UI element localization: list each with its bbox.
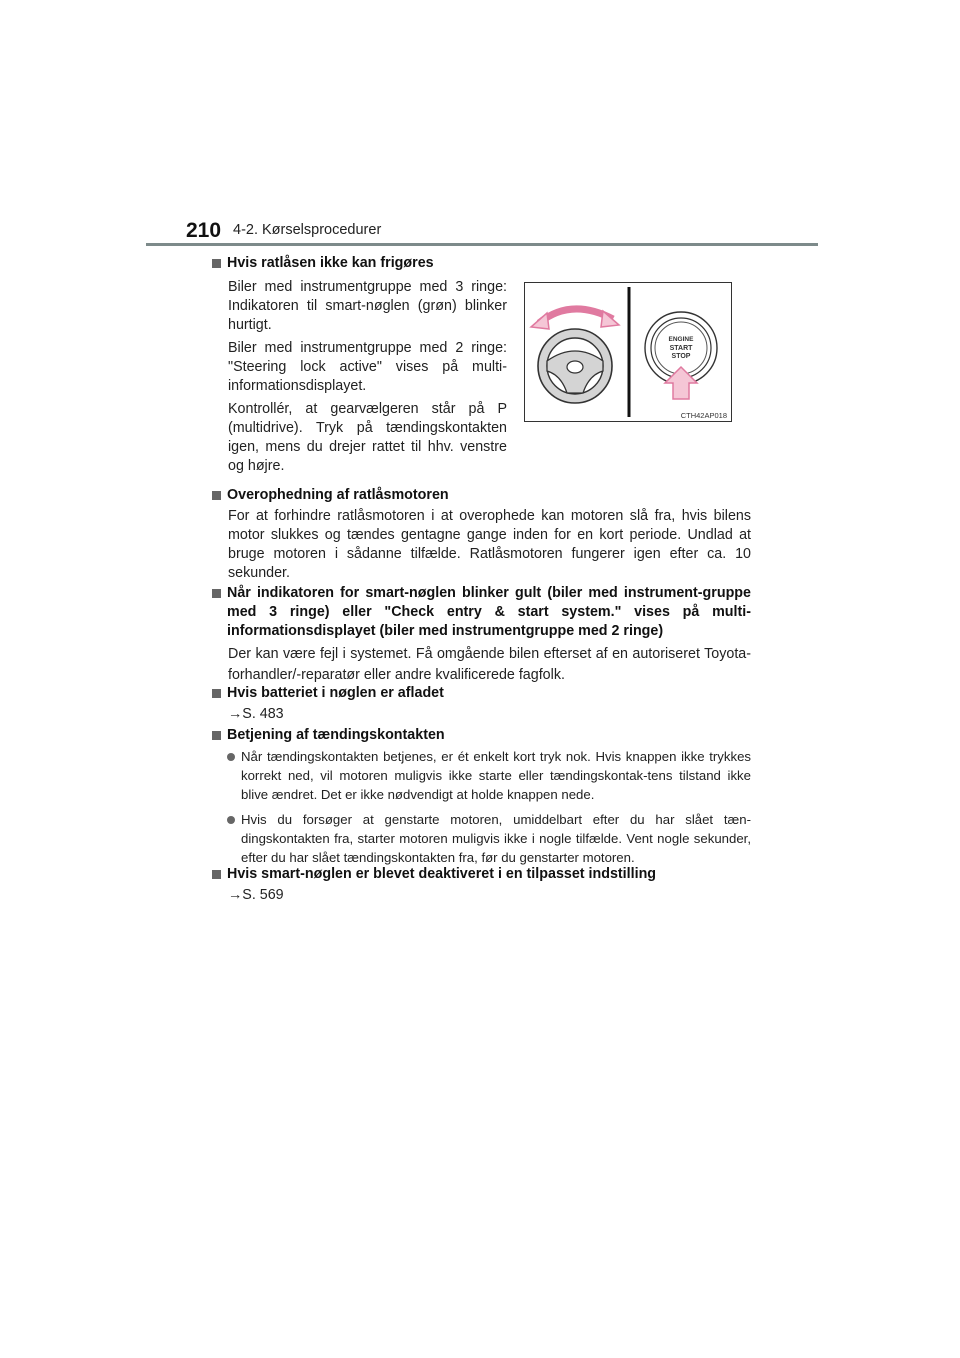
button-text: STOP	[671, 353, 691, 360]
paragraph: For at forhindre ratlåsmotoren i at overophede kan motoren slå fra, hvis bilens motor slukkes og tændes gentagne gange inden for en kort periode. Undlad at bruge motoren i sådanne tilfælde. Ratlåsmotoren fungerer igen efter ca. 10 sekunder.	[228, 508, 751, 581]
steering-figure	[524, 282, 732, 422]
bullet-text: Hvis du forsøger at genstarte motoren, umiddelbart efter du har slået tæn-dingskontakten fra, starter motoren muligvis ikke i nogle tilfælde. Vent nogle sekunder, efter du har slået tændingskontakten fra, før du genstarter motoren.	[241, 812, 751, 865]
dot-bullet-icon	[227, 816, 235, 824]
steering-wheel-illustration	[525, 283, 731, 421]
section-steering-lock	[211, 254, 751, 273]
section-overheating	[211, 486, 751, 583]
section-heading: Overophedning af ratlåsmotoren	[227, 487, 449, 503]
square-bullet-icon	[212, 870, 221, 879]
page-reference[interactable]: →S. 569	[228, 887, 284, 903]
section-indicator	[211, 584, 751, 686]
page-number: 210	[186, 219, 222, 242]
section-operation	[211, 726, 751, 867]
square-bullet-icon	[212, 589, 221, 598]
steering-lock-body	[211, 278, 507, 480]
paragraph: Biler med instrumentgruppe med 2 ringe: "Steering lock active" vises på multi-informationsdisplayet.	[228, 340, 507, 394]
list-item	[227, 747, 751, 804]
dot-bullet-icon	[227, 753, 235, 761]
paragraph: Der kan være fejl i systemet. Få omgående bilen efterset af en autoriseret Toyota-forhandler/-reparatør eller andre kvalificerede fagfolk.	[228, 646, 751, 683]
figure-code: CTH42AP018	[680, 411, 727, 420]
square-bullet-icon	[212, 491, 221, 500]
square-bullet-icon	[212, 259, 221, 268]
section-heading: Hvis ratlåsen ikke kan frigøres	[227, 255, 434, 271]
square-bullet-icon	[212, 731, 221, 740]
section-heading: Hvis smart-nøglen er blevet deaktiveret i en tilpasset indstilling	[227, 866, 657, 882]
square-bullet-icon	[212, 689, 221, 698]
header-rule	[146, 243, 818, 246]
paragraph: Kontrollér, at gearvælgeren står på P (multidrive). Tryk på tændingskontakten igen, mens du drejer rattet til hhv. venstre og højre.	[228, 401, 507, 474]
section-heading: Betjening af tændingskontakten	[227, 727, 445, 743]
section-title: 4-2. Kørselsprocedurer	[233, 222, 382, 238]
paragraph: Biler med instrumentgruppe med 3 ringe: Indikatoren til smart-nøglen (grøn) blinker hurtigt.	[228, 279, 507, 333]
list-item	[227, 810, 751, 867]
button-text: ENGINE	[668, 336, 694, 343]
bullet-text: Når tændingskontakten betjenes, er ét enkelt kort tryk nok. Hvis knappen ikke trykkes korrekt ned, vil motoren muligvis ikke starte eller tændingskontak-tens tilstand ikke blive ændret. Det er ikke nødvendigt at holde knappen nede.	[241, 749, 751, 802]
section-heading: Hvis batteriet i nøglen er afladet	[227, 685, 444, 701]
section-battery	[211, 684, 751, 724]
section-heading: Når indikatoren for smart-nøglen blinker gult (biler med instrument-gruppe med 3 ringe) eller "Check entry & start system." vises på multi-informationsdisplayet (biler med instrumentgruppe med 2 ringe)	[227, 585, 751, 639]
page-reference[interactable]: →S. 483	[228, 706, 284, 722]
section-smartkey	[211, 865, 751, 905]
button-text: START	[669, 345, 693, 352]
